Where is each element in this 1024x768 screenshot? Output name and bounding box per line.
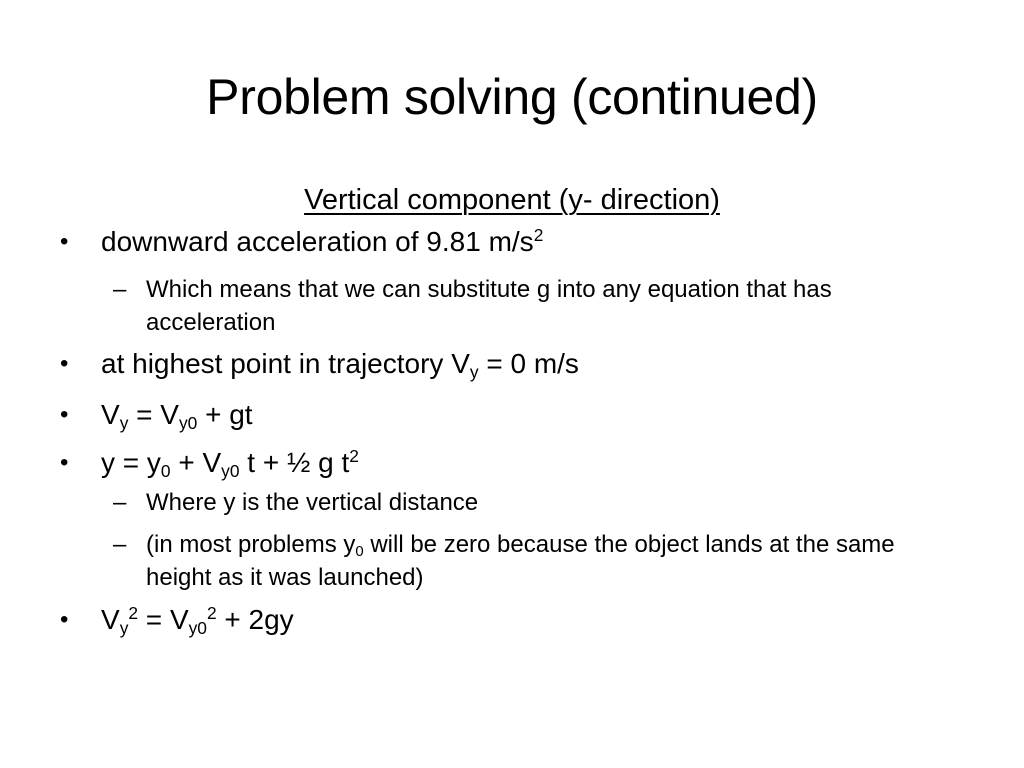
text-run: (in most problems y <box>146 531 356 558</box>
subscript: y0 <box>221 460 240 481</box>
text-run: downward acceleration of 9.81 m/s <box>101 226 534 257</box>
text-run: at highest point in trajectory V <box>101 348 470 379</box>
text-run: t + ½ g t <box>239 447 350 478</box>
slide-title: Problem solving (continued) <box>206 69 818 125</box>
text-run: V <box>101 399 120 430</box>
dash-marker: – <box>113 531 127 558</box>
superscript: 2 <box>128 603 139 624</box>
text-run: = V <box>138 604 189 635</box>
text-run: = V <box>128 399 179 430</box>
subscript: y0 <box>178 412 198 433</box>
section-subheading: Vertical component (y- direction) <box>304 184 720 216</box>
text-run: + V <box>170 447 222 478</box>
text-run: + 2gy <box>216 604 294 635</box>
bullet-marker: • <box>60 606 69 633</box>
subscript: y <box>469 361 479 382</box>
text-run: + gt <box>197 399 253 430</box>
subscript: y0 <box>188 617 207 638</box>
subscript: y <box>119 412 129 433</box>
bullet-marker: • <box>60 228 69 255</box>
bullet-text <box>146 528 956 594</box>
text-run: Where y is the vertical distance <box>146 489 479 516</box>
text-run: V <box>101 604 120 635</box>
bullet-text <box>101 344 579 384</box>
text-run: will be zero because the object lands at the same height as it was launched) <box>146 531 895 591</box>
dash-marker: – <box>113 276 127 303</box>
text-run: = 0 m/s <box>478 348 579 379</box>
bullet-text <box>146 273 956 339</box>
subscript: 0 <box>355 544 364 561</box>
dash-marker: – <box>113 489 127 516</box>
subscript: 0 <box>160 460 171 481</box>
bullet-text <box>146 486 956 519</box>
superscript: 2 <box>533 225 544 246</box>
bullet-marker: • <box>60 350 69 377</box>
bullet-text <box>101 600 294 640</box>
superscript: 2 <box>349 446 359 467</box>
bullet-text <box>101 443 359 483</box>
superscript: 2 <box>206 603 217 624</box>
text-run: y = y <box>101 447 161 478</box>
subscript: y <box>119 617 129 638</box>
bullet-text <box>101 222 543 262</box>
text-run: Which means that we can substitute g into any equation that has acceleration <box>146 276 832 336</box>
bullet-list <box>0 222 1024 742</box>
bullet-marker: • <box>60 449 69 476</box>
bullet-text <box>101 395 253 435</box>
bullet-marker: • <box>60 401 69 428</box>
